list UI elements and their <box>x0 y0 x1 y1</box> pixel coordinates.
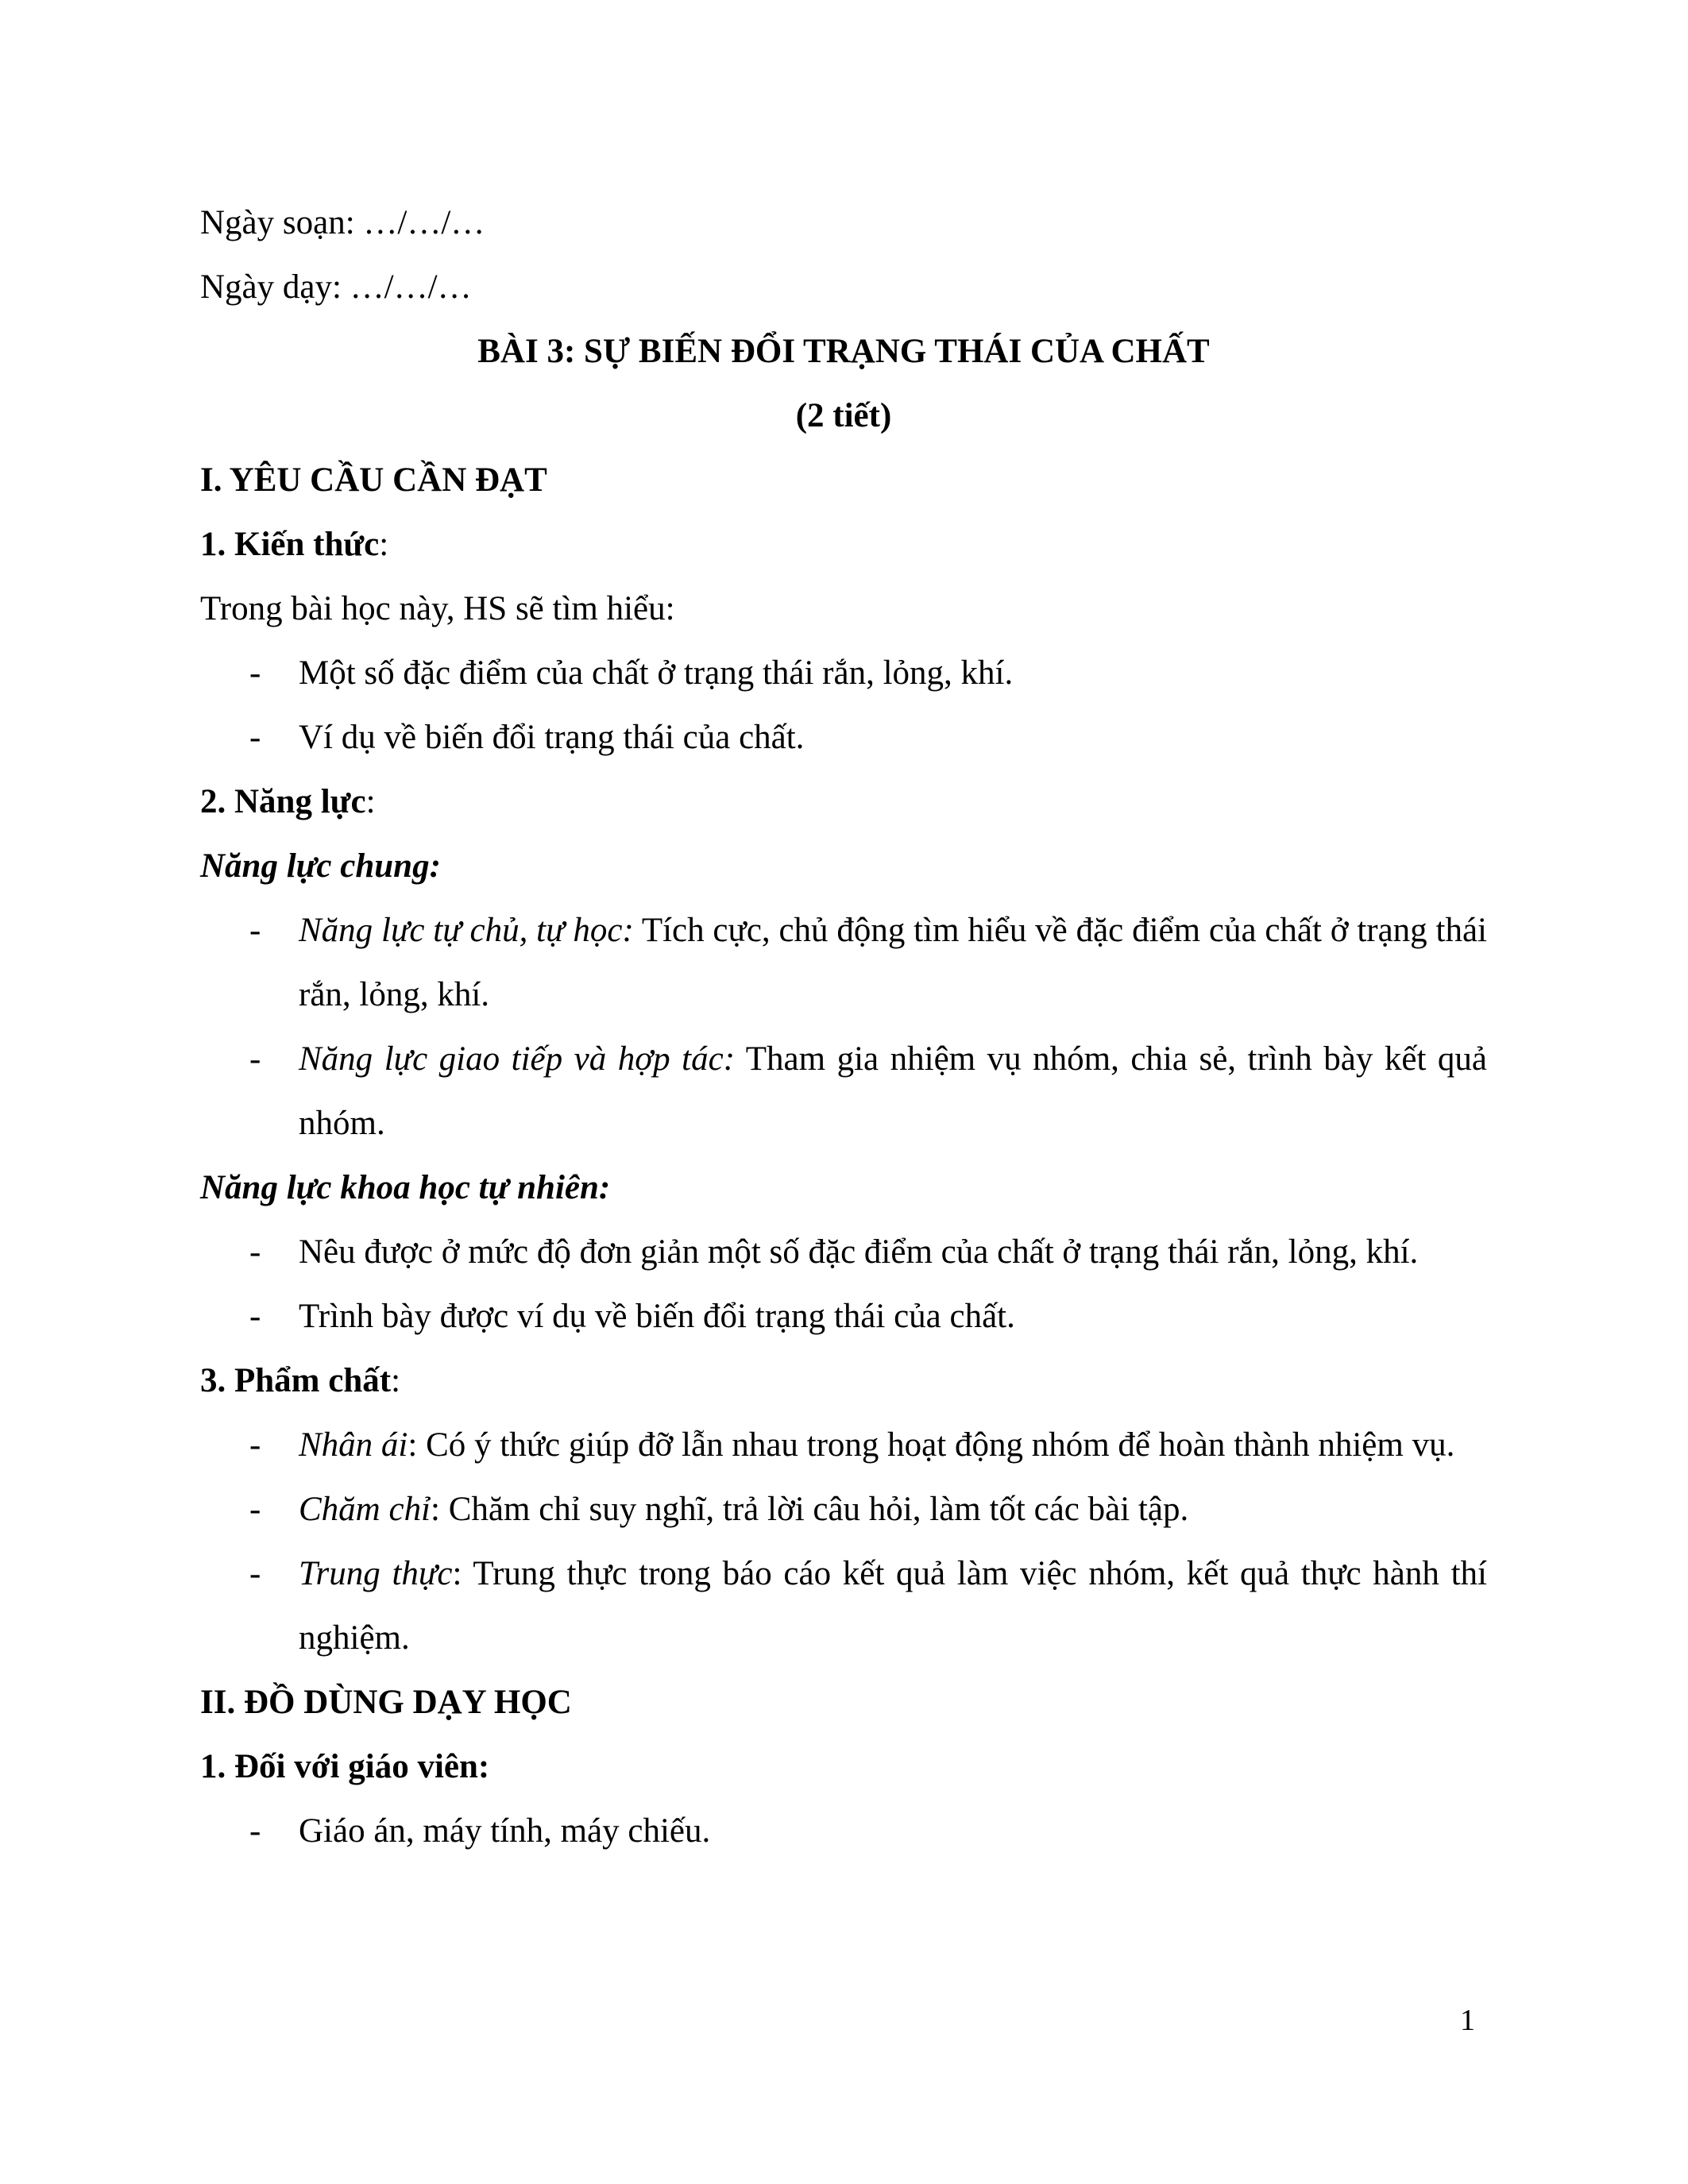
competence-label: Năng lực giao tiếp và hợp tác: <box>299 1040 736 1078</box>
bullet-dash: - <box>249 1426 261 1464</box>
general-competence-item-text <box>299 1027 1487 1156</box>
knowledge-item-text: Một số đặc điểm của chất ở trạng thái rắn, lỏng, khí. <box>299 654 1014 692</box>
teacher-item-text: Giáo án, máy tính, máy chiếu. <box>299 1812 711 1850</box>
quality-item <box>200 1413 1487 1477</box>
competence-description: Tham gia nhiệm vụ nhóm, chia sẻ, trình bày kết quả nhóm. <box>299 1040 1487 1142</box>
bullet-dash: - <box>249 1812 261 1850</box>
quality-label: Nhân ái <box>299 1426 408 1464</box>
subheading-teacher: 1. Đối với giáo viên: <box>200 1748 490 1785</box>
date-prepared: Ngày soạn: …/…/… <box>200 204 485 241</box>
quality-description: : Có ý thức giúp đỡ lẫn nhau trong hoạt động nhóm để hoàn thành nhiệm vụ. <box>408 1426 1455 1464</box>
general-competence-heading: Năng lực chung: <box>200 847 441 885</box>
science-competence-item <box>200 1284 1487 1349</box>
quality-item <box>200 1542 1487 1670</box>
subheading-competence-colon: : <box>365 783 376 820</box>
general-competence-item <box>200 898 1487 1027</box>
knowledge-item <box>200 705 1487 770</box>
lesson-duration: (2 tiết) <box>795 397 892 434</box>
bullet-dash: - <box>249 1491 261 1528</box>
bullet-dash: - <box>249 1233 261 1271</box>
teacher-item <box>200 1799 1487 1863</box>
quality-description: : Trung thực trong báo cáo kết quả làm việc nhóm, kết quả thực hành thí nghiệm. <box>299 1555 1487 1657</box>
date-taught: Ngày dạy: …/…/… <box>200 268 472 306</box>
general-competence-item-text <box>299 898 1487 1027</box>
competence-label: Năng lực tự chủ, tự học: <box>299 912 634 949</box>
science-competence-item <box>200 1220 1487 1284</box>
competence-description: Tích cực, chủ động tìm hiểu về đặc điểm của chất ở trạng thái rắn, lỏng, khí. <box>299 912 1487 1013</box>
quality-label: Chăm chỉ <box>299 1491 431 1528</box>
knowledge-intro: Trong bài học này, HS sẽ tìm hiểu: <box>200 590 675 627</box>
lesson-title: BÀI 3: SỰ BIẾN ĐỔI TRẠNG THÁI CỦA CHẤT <box>477 333 1210 370</box>
quality-label: Trung thực <box>299 1555 453 1592</box>
quality-description: : Chăm chỉ suy nghĩ, trả lời câu hỏi, làm tốt các bài tập. <box>431 1491 1189 1528</box>
knowledge-item-text: Ví dụ về biến đổi trạng thái của chất. <box>299 719 805 756</box>
quality-item-text <box>299 1413 1487 1477</box>
knowledge-item <box>200 641 1487 705</box>
subheading-competence <box>200 770 1487 834</box>
section-heading-requirements: I. YÊU CẦU CẦN ĐẠT <box>200 461 547 499</box>
document-page <box>200 191 1487 1863</box>
bullet-dash: - <box>249 654 261 692</box>
subheading-knowledge-label: 1. Kiến thức <box>200 526 380 563</box>
quality-item-text <box>299 1477 1487 1542</box>
subheading-qualities <box>200 1349 1487 1413</box>
bullet-dash: - <box>249 912 261 949</box>
subheading-competence-label: 2. Năng lực <box>200 783 366 820</box>
bullet-dash: - <box>249 1555 261 1592</box>
subheading-qualities-label: 3. Phẩm chất <box>200 1362 392 1399</box>
subheading-knowledge-colon: : <box>379 526 389 563</box>
general-competence-item <box>200 1027 1487 1156</box>
science-competence-item-text: Trình bày được ví dụ về biến đổi trạng thái của chất. <box>299 1298 1015 1335</box>
bullet-dash: - <box>249 1040 261 1078</box>
bullet-dash: - <box>249 1298 261 1335</box>
quality-item-text <box>299 1542 1487 1670</box>
section-heading-materials: II. ĐỒ DÙNG DẠY HỌC <box>200 1684 572 1721</box>
quality-item <box>200 1477 1487 1542</box>
science-competence-heading: Năng lực khoa học tự nhiên: <box>200 1169 611 1206</box>
subheading-qualities-colon: : <box>391 1362 401 1399</box>
bullet-dash: - <box>249 719 261 756</box>
subheading-knowledge <box>200 512 1487 577</box>
science-competence-item-text: Nêu được ở mức độ đơn giản một số đặc điểm của chất ở trạng thái rắn, lỏng, khí. <box>299 1233 1419 1271</box>
page-number: 1 <box>1460 2004 1475 2037</box>
